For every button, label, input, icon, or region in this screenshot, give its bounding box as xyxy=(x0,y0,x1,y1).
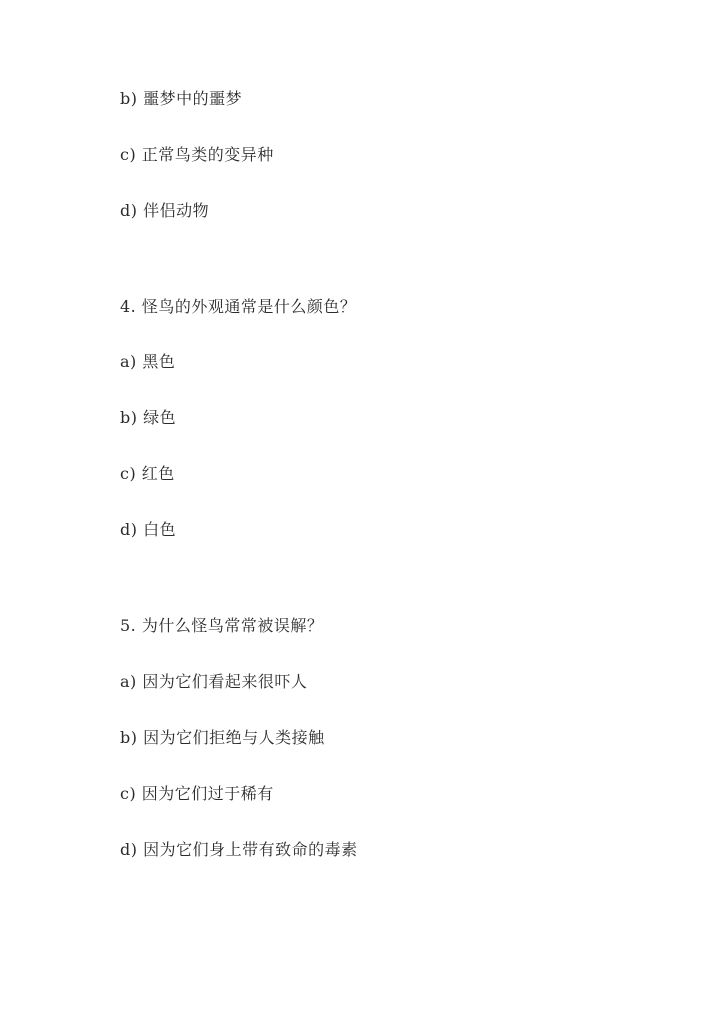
q4-option-b: b) 绿色 xyxy=(120,408,177,427)
q3-option-b: b) 噩梦中的噩梦 xyxy=(120,89,243,108)
q5-option-a: a) 因为它们看起来很吓人 xyxy=(120,672,308,691)
q4-option-c: c) 红色 xyxy=(120,464,175,483)
q5-option-c: c) 因为它们过于稀有 xyxy=(120,784,274,803)
q4-option-a: a) 黑色 xyxy=(120,352,176,371)
q5-option-b: b) 因为它们拒绝与人类接触 xyxy=(120,728,325,747)
q5-option-d: d) 因为它们身上带有致命的毒素 xyxy=(120,840,358,859)
q3-option-d: d) 伴侣动物 xyxy=(120,201,210,220)
q5-question: 5. 为什么怪鸟常常被误解？ xyxy=(120,616,324,635)
q4-option-d: d) 白色 xyxy=(120,520,177,539)
q3-option-c: c) 正常鸟类的变异种 xyxy=(120,145,274,164)
q4-question: 4. 怪鸟的外观通常是什么颜色？ xyxy=(120,297,357,316)
